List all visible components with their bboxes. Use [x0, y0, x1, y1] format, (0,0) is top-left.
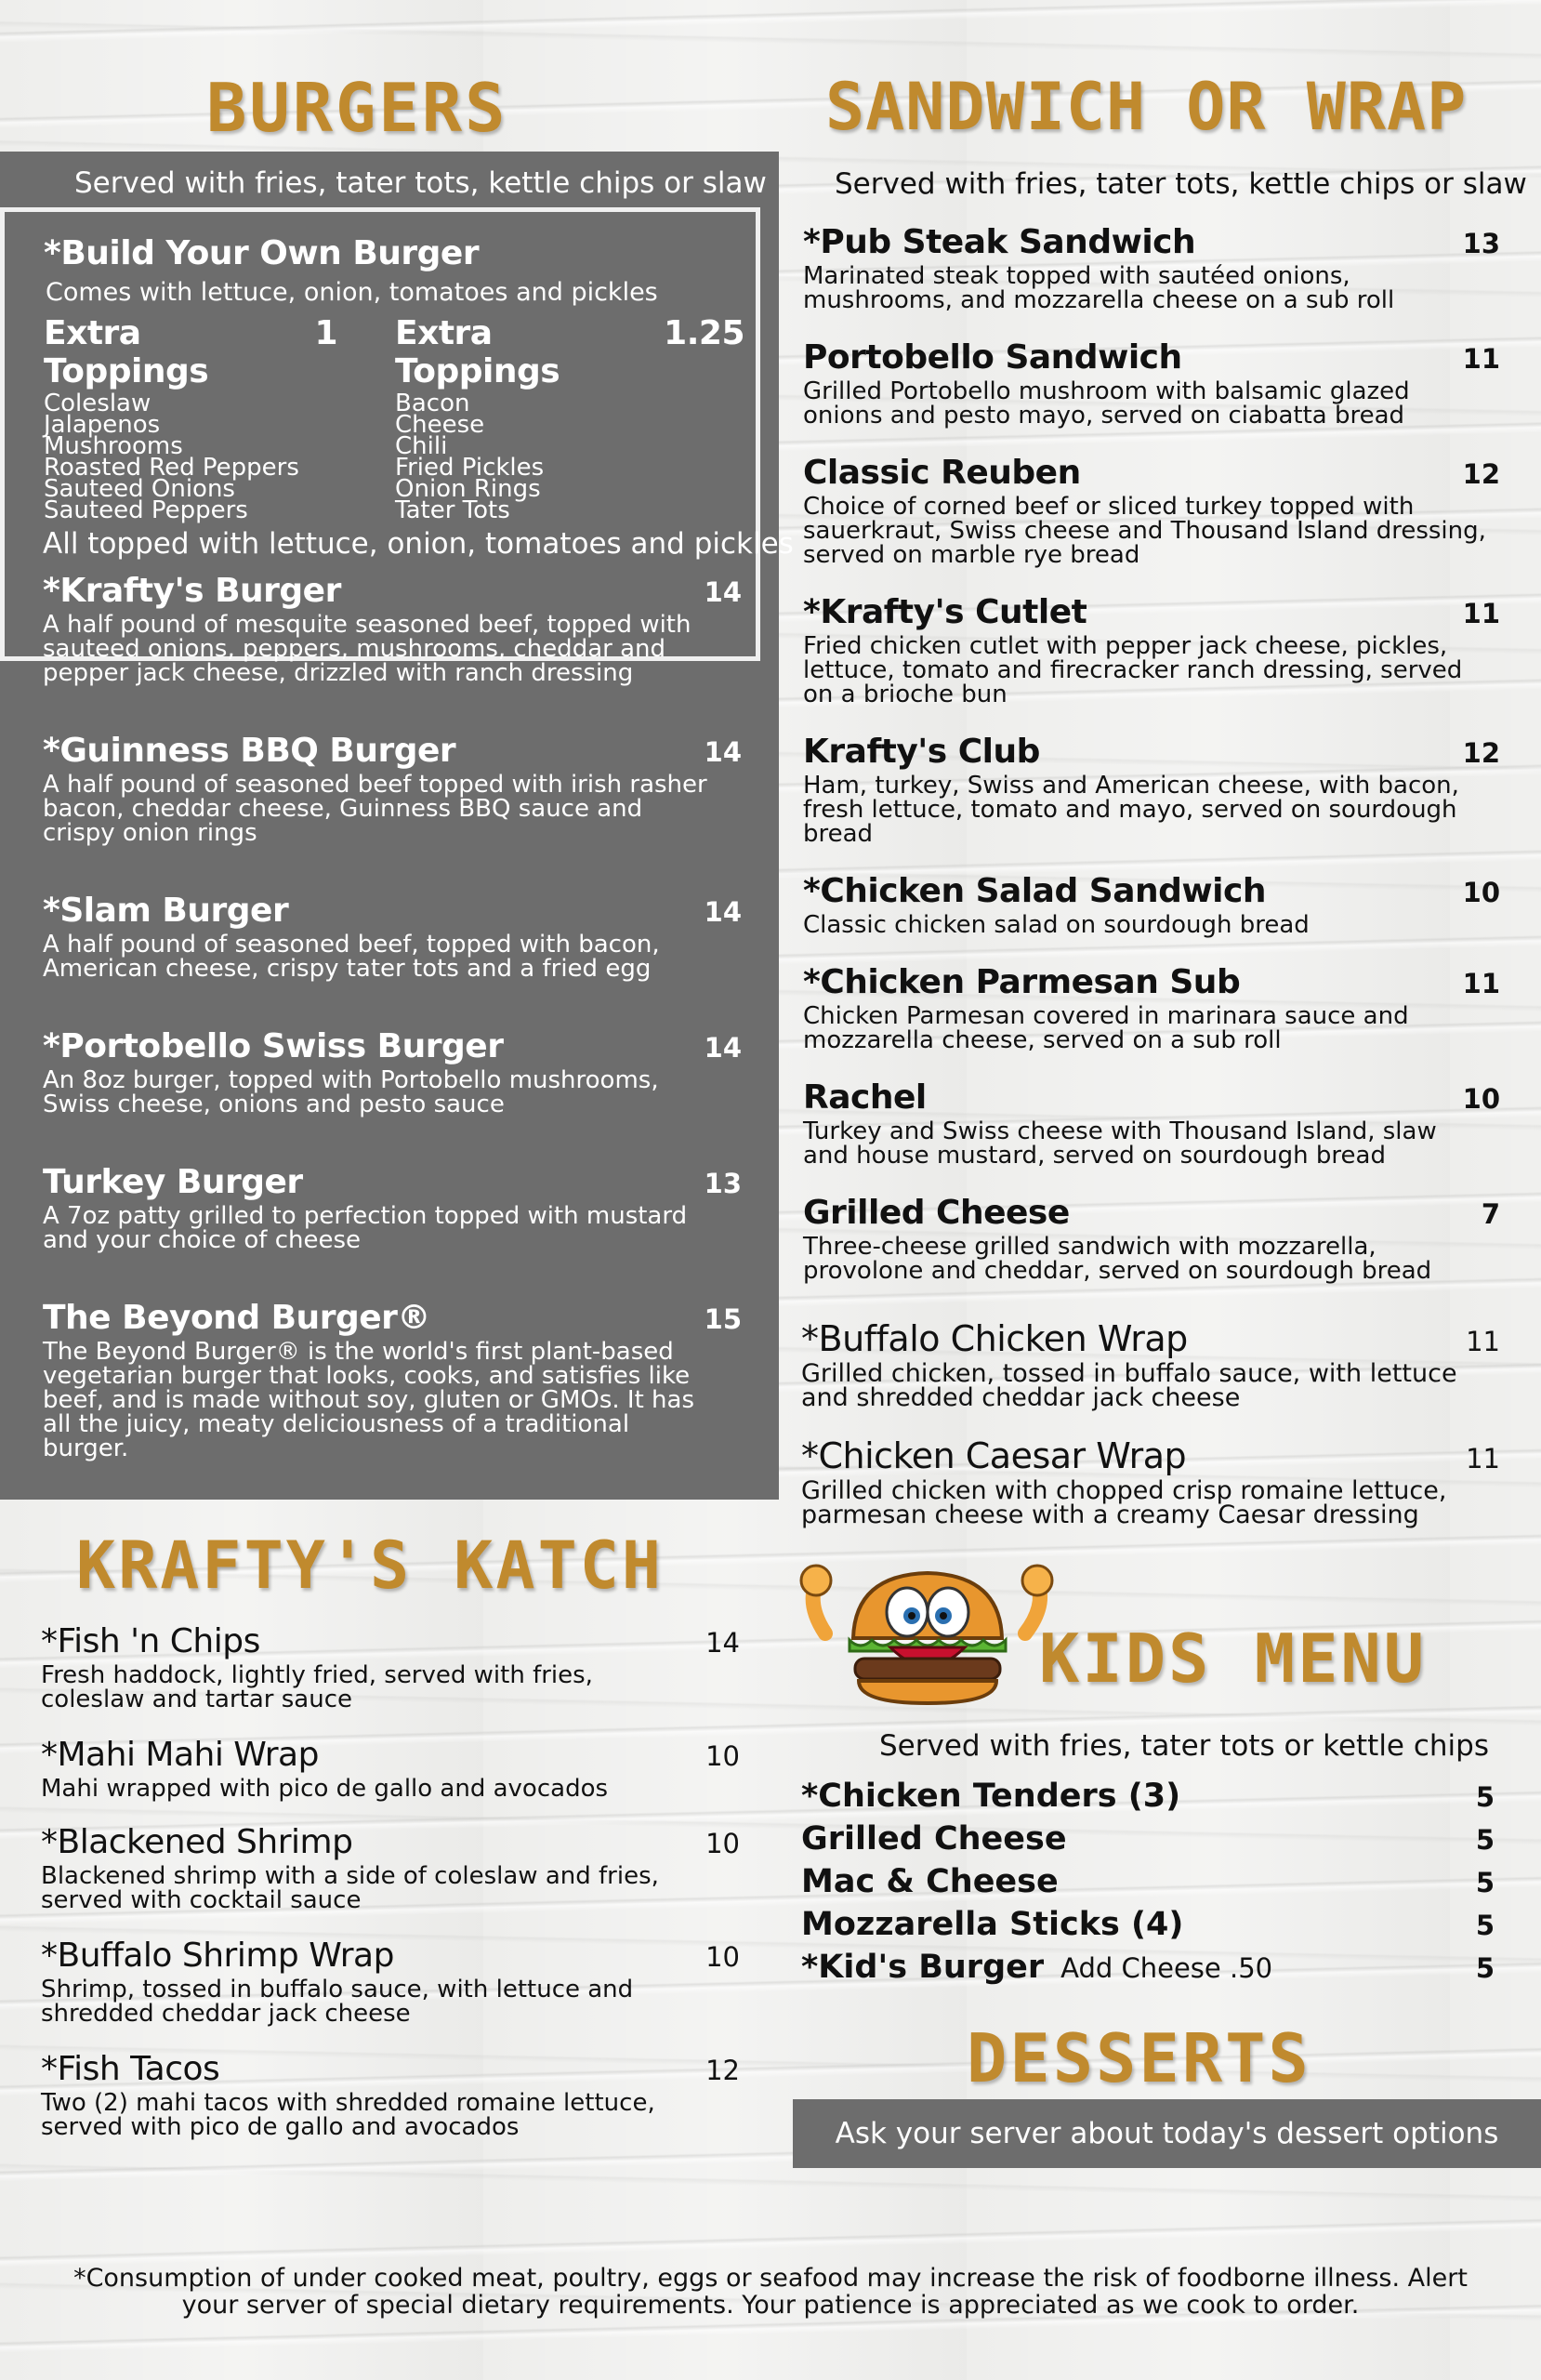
- burgers-panel: [0, 152, 794, 1500]
- item-desc: Fresh haddock, lightly fried, served with fries, coleslaw and tartar sauce: [41, 1661, 593, 1713]
- item-price: 14: [705, 1627, 740, 1659]
- kids-item: [801, 1820, 1495, 1863]
- item-price: 10: [1462, 877, 1500, 908]
- kids-item: [801, 1949, 1495, 1991]
- item-desc: Chicken Parmesan covered in marinara sauce and mozzarella cheese, served on a sub roll: [803, 1002, 1409, 1054]
- item-price: 14: [704, 896, 742, 928]
- item-desc: Shrimp, tossed in buffalo sauce, with lettuce and shredded cheddar jack cheese: [41, 1976, 634, 2028]
- item-price: 11: [1462, 343, 1500, 375]
- item-price: 14: [704, 736, 742, 768]
- toppings-b-price: 1.25: [664, 314, 744, 352]
- desserts-note-bar: [793, 2099, 1541, 2168]
- item-desc: Two (2) mahi tacos with shredded romaine lettuce, served with pico de gallo and avocados: [41, 2089, 655, 2141]
- item-price: 13: [704, 1168, 742, 1199]
- item-name: Turkey Burger: [43, 1163, 303, 1201]
- item-price: 13: [1462, 228, 1500, 259]
- item-price: 7: [1481, 1198, 1500, 1230]
- item-name: Classic Reuben: [803, 454, 1081, 492]
- item-name: *Portobello Swiss Burger: [43, 1027, 504, 1065]
- item-price: 5: [1475, 1824, 1495, 1856]
- sandwich-item: [803, 593, 1500, 707]
- burger-item: [43, 1027, 742, 1117]
- item-desc: Grilled chicken, tossed in buffalo sauce, with lettuce and shredded cheddar jack cheese: [801, 1359, 1457, 1412]
- desserts-note: Ask your server about today's dessert options: [835, 2117, 1499, 2150]
- kids-subtitle: Served with fries, tater tots or kettle chips: [879, 1729, 1489, 1763]
- item-name: *Guinness BBQ Burger: [43, 732, 456, 770]
- katch-item: [41, 1937, 740, 2026]
- item-desc: Turkey and Swiss cheese with Thousand Island, slaw and house mustard, served on sourdough bread: [803, 1117, 1437, 1170]
- item-desc: Mahi wrapped with pico de gallo and avocados: [41, 1775, 609, 1803]
- item-price: 10: [705, 1828, 740, 1859]
- sandwich-item: [803, 733, 1500, 846]
- item-price: 12: [705, 2055, 740, 2086]
- item-name: Grilled Cheese: [803, 1194, 1070, 1232]
- item-price: 5: [1475, 1952, 1495, 1984]
- item-name: *Krafty's Cutlet: [803, 593, 1087, 631]
- item-name: Mac & Cheese: [801, 1863, 1059, 1900]
- item-price: 14: [704, 1032, 742, 1064]
- sandwich-item: [803, 454, 1500, 567]
- kids-item: [801, 1778, 1495, 1820]
- item-name: Portobello Sandwich: [803, 338, 1182, 377]
- toppings-column-a: [44, 314, 337, 522]
- topping-item: Onion Rings: [395, 475, 541, 503]
- toppings-b-label: Extra Toppings: [395, 314, 560, 390]
- kids-item: [801, 1863, 1495, 1906]
- toppings-a-price: 1: [314, 314, 337, 352]
- sandwich-item: [803, 872, 1500, 937]
- burger-item: [43, 732, 742, 845]
- item-name: Grilled Cheese: [801, 1820, 1067, 1858]
- item-desc: Fried chicken cutlet with pepper jack cheese, pickles, lettuce, tomato and firecracker ranch dressing, served on a brioche bun: [803, 632, 1463, 708]
- sandwich-subtitle: Served with fries, tater tots, kettle chips or slaw: [835, 167, 1527, 201]
- toppings-a-label: Extra Toppings: [44, 314, 209, 390]
- item-price: 15: [704, 1303, 742, 1335]
- item-name: *Kid's Burger: [801, 1949, 1045, 1986]
- sandwich-title: SANDWICH OR WRAP: [825, 69, 1468, 145]
- item-name: *Krafty's Burger: [43, 572, 341, 610]
- item-note: Add Cheese .50: [1060, 1952, 1273, 1984]
- katch-item: [41, 1823, 740, 1912]
- burgers-title: BURGERS: [206, 69, 508, 147]
- item-desc: Choice of corned beef or sliced turkey topped with sauerkraut, Swiss cheese and Thousand Island dressing, served on marble rye bread: [803, 493, 1486, 569]
- item-price: 12: [1462, 737, 1500, 769]
- item-desc: A half pound of seasoned beef topped with irish rasher bacon, cheddar cheese, Guinness BBQ sauce and crispy onion rings: [43, 771, 707, 847]
- topping-item: Tater Tots: [395, 496, 510, 524]
- sandwich-item: [803, 1194, 1500, 1283]
- item-desc: Classic chicken salad on sourdough bread: [803, 911, 1310, 939]
- desserts-title: DESSERTS: [967, 2019, 1311, 2097]
- item-name: Mozzarella Sticks (4): [801, 1906, 1184, 1943]
- burgers-topped-note: All topped with lettuce, onion, tomatoes and pickles: [43, 527, 794, 561]
- item-name: *Chicken Caesar Wrap: [801, 1435, 1187, 1476]
- item-price: 12: [1462, 458, 1500, 490]
- sandwich-item: [803, 338, 1500, 428]
- katch-item: [41, 1736, 740, 1801]
- sandwich-item: [801, 1435, 1500, 1527]
- item-price: 5: [1475, 1910, 1495, 1941]
- item-price: 10: [705, 1941, 740, 1973]
- item-price: 11: [1462, 968, 1500, 999]
- sandwich-item: [803, 223, 1500, 312]
- item-price: 5: [1475, 1867, 1495, 1898]
- item-desc: The Beyond Burger® is the world's first plant-based vegetarian burger that looks, cooks, and satisfies like beef, and is made without soy, gluten or GMOs. It has all the juicy, meaty deliciousness of a traditional burger.: [43, 1338, 694, 1462]
- item-desc: A 7oz patty grilled to perfection topped with mustard and your choice of cheese: [43, 1202, 688, 1254]
- topping-item: Fried Pickles: [395, 454, 545, 482]
- burger-item: [43, 1299, 742, 1461]
- katch-title: KRAFTY'S KATCH: [76, 1527, 665, 1604]
- kids-list: [801, 1778, 1495, 1991]
- burgers-subtitle: Served with fries, tater tots, kettle chips or slaw: [74, 166, 767, 200]
- topping-item: Mushrooms: [44, 432, 183, 460]
- topping-item: Bacon: [395, 390, 470, 417]
- item-desc: Three-cheese grilled sandwich with mozzarella, provolone and cheddar, served on sourdough bread: [803, 1233, 1432, 1285]
- item-price: 11: [1466, 1443, 1500, 1474]
- topping-item: Cheese: [395, 411, 485, 439]
- item-desc: A half pound of mesquite seasoned beef, topped with sauteed onions, peppers, mushrooms, cheddar and pepper jack cheese, drizzled with ranch dressing: [43, 611, 691, 687]
- burger-item: [43, 892, 742, 981]
- item-desc: Grilled chicken with chopped crisp romaine lettuce, parmesan cheese with a creamy Caesar dressing: [801, 1476, 1447, 1529]
- katch-item: [41, 2050, 740, 2139]
- topping-item: Chili: [395, 432, 448, 460]
- item-price: 11: [1462, 598, 1500, 629]
- item-name: *Buffalo Shrimp Wrap: [41, 1937, 394, 1975]
- topping-item: Sauteed Peppers: [44, 496, 248, 524]
- item-name: *Blackened Shrimp: [41, 1823, 353, 1861]
- item-name: The Beyond Burger®: [43, 1299, 430, 1337]
- topping-item: Coleslaw: [44, 390, 151, 417]
- item-name: *Slam Burger: [43, 892, 289, 930]
- toppings-b-list: [395, 390, 744, 524]
- sandwich-item: [803, 1078, 1500, 1168]
- item-desc: Blackened shrimp with a side of coleslaw and fries, served with cocktail sauce: [41, 1862, 659, 1914]
- burger-item: [43, 1163, 742, 1252]
- sandwich-item: [803, 963, 1500, 1052]
- build-own-desc: Comes with lettuce, onion, tomatoes and pickles: [46, 278, 658, 307]
- item-name: *Chicken Salad Sandwich: [803, 872, 1266, 910]
- item-name-group: [801, 1949, 1272, 1986]
- sandwich-item: [801, 1318, 1500, 1410]
- kids-title: KIDS MENU: [1039, 1620, 1428, 1698]
- footer-line-2: your server of special dietary requirements. Your patience is appreciated as we cook to order.: [181, 2291, 1360, 2320]
- item-name: *Chicken Parmesan Sub: [803, 963, 1241, 1001]
- item-price: 5: [1475, 1781, 1495, 1813]
- topping-item: Sauteed Onions: [44, 475, 235, 503]
- item-name: Krafty's Club: [803, 733, 1040, 771]
- item-desc: Ham, turkey, Swiss and American cheese, with bacon, fresh lettuce, tomato and mayo, served on sourdough bread: [803, 772, 1459, 848]
- item-name: Rachel: [803, 1078, 927, 1117]
- item-name: *Pub Steak Sandwich: [803, 223, 1196, 261]
- item-price: 11: [1466, 1326, 1500, 1357]
- toppings-column-b: [395, 314, 744, 522]
- katch-item: [41, 1622, 740, 1712]
- kids-item: [801, 1906, 1495, 1949]
- footer-disclaimer: [37, 2265, 1504, 2319]
- topping-item: Jalapenos: [44, 411, 161, 439]
- item-desc: Grilled Portobello mushroom with balsamic glazed onions and pesto mayo, served on ciabatta bread: [803, 377, 1410, 430]
- topping-item: Roasted Red Peppers: [44, 454, 299, 482]
- footer-line-1: *Consumption of under cooked meat, poultry, eggs or seafood may increase the risk of foodborne illness. Alert: [73, 2264, 1468, 2293]
- item-price: 14: [704, 576, 742, 608]
- item-name: *Fish 'n Chips: [41, 1622, 260, 1660]
- item-price: 10: [705, 1740, 740, 1772]
- item-name: *Mahi Mahi Wrap: [41, 1736, 319, 1774]
- item-name: *Fish Tacos: [41, 2050, 220, 2088]
- item-name: *Chicken Tenders (3): [801, 1778, 1181, 1815]
- item-price: 10: [1462, 1083, 1500, 1115]
- item-desc: An 8oz burger, topped with Portobello mushrooms, Swiss cheese, onions and pesto sauce: [43, 1066, 659, 1118]
- item-desc: A half pound of seasoned beef, topped with bacon, American cheese, crispy tater tots and a fried egg: [43, 931, 660, 983]
- toppings-a-list: [44, 390, 337, 524]
- burger-item: [43, 572, 742, 685]
- build-own-name: *Build Your Own Burger: [44, 234, 480, 272]
- item-name: *Buffalo Chicken Wrap: [801, 1318, 1188, 1359]
- item-desc: Marinated steak topped with sautéed onions, mushrooms, and mozzarella cheese on a sub roll: [803, 262, 1395, 314]
